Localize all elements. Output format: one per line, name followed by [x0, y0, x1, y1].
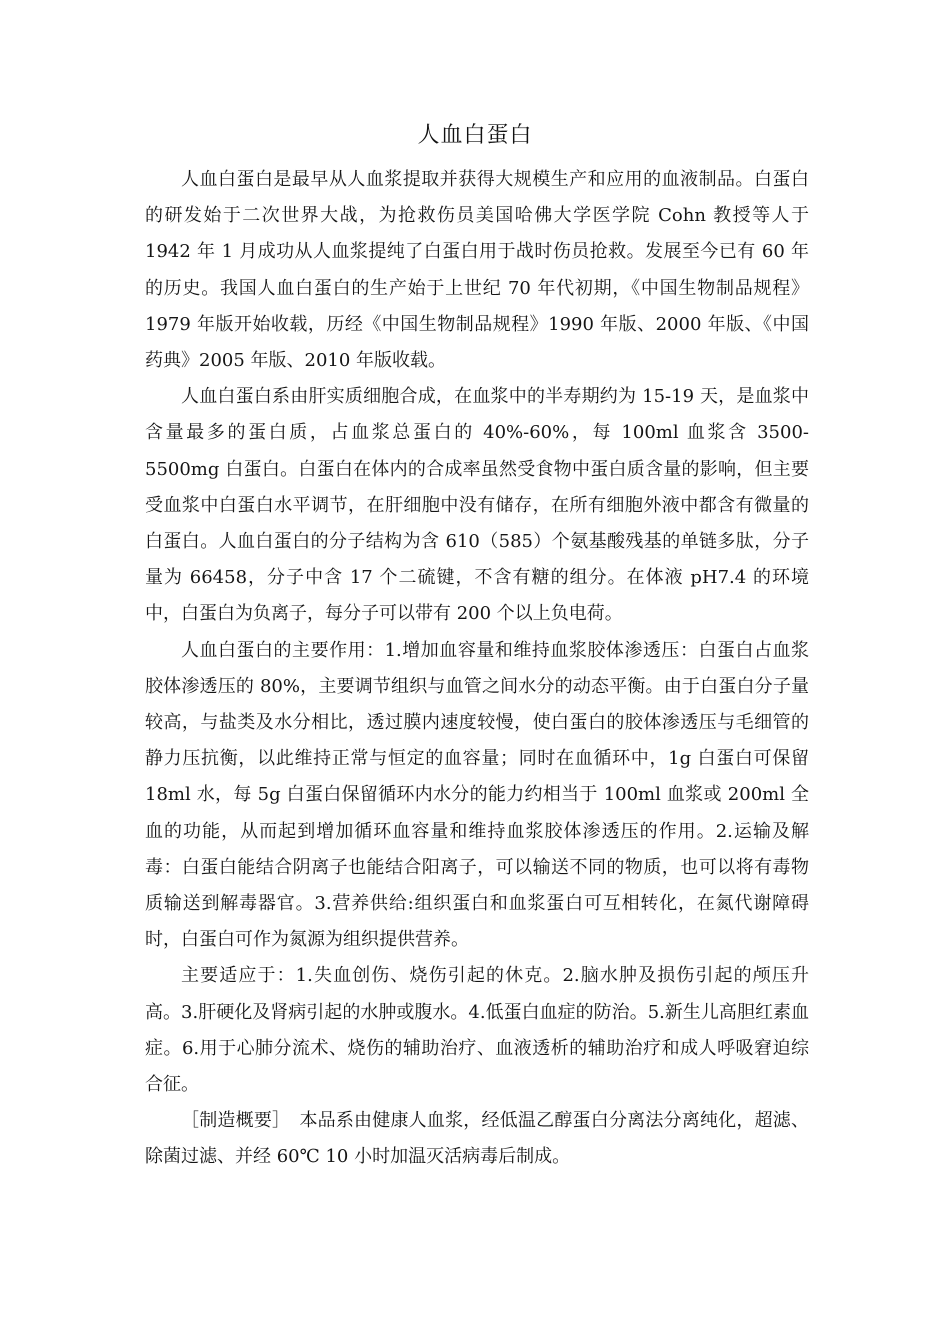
document-title: 人血白蛋白 — [417, 123, 533, 148]
paragraph-manufacturing: ［制造概要］ 本品系由健康人血浆，经低温乙醇蛋白分离法分离纯化，超滤、除菌过滤、并经 60℃ 10 小时加温灭活病毒后制成。 — [145, 1110, 809, 1168]
paragraph-properties: 人血白蛋白系由肝实质细胞合成，在血浆中的半寿期约为 15-19 天，是血浆中含量最多的蛋白质，占血浆总蛋白的 40%-60%，每 100ml 血浆含 3500-5500mg 白蛋白。白蛋白在体内的合成率虽然受食物中蛋白质含量的影响，但主要受血浆中白蛋白水平调节，在肝细胞中没有储存，在所有细胞外液中都含有微量的白蛋白。人血白蛋白的分子结构为含 610（585）个氨基酸残基的单链多肽，分子量为 66458，分子中含 17 个二硫键，不含有糖的组分。在体液 pH7.4 的环境中，白蛋白为负离子，每分子可以带有 200 个以上负电荷。 — [145, 386, 809, 625]
paragraph-indications: 主要适应于：1.失血创伤、烧伤引起的休克。2.脑水肿及损伤引起的颅压升高。3.肝硬化及肾病引起的水肿或腹水。4.低蛋白血症的防治。5.新生儿高胆红素血症。6.用于心肺分流术、烧伤的辅助治疗、血液透析的辅助治疗和成人呼吸窘迫综合征。 — [145, 965, 809, 1096]
document-body — [145, 162, 809, 1176]
paragraph-functions: 人血白蛋白的主要作用：1.增加血容量和维持血浆胶体渗透压：白蛋白占血浆胶体渗透压的 80%，主要调节组织与血管之间水分的动态平衡。由于白蛋白分子量较高，与盐类及水分相比，透过膜内速度较慢，使白蛋白的胶体渗透压与毛细管的静力压抗衡，以此维持正常与恒定的血容量；同时在血循环中，1g 白蛋白可保留 18ml 水，每 5g 白蛋白保留循环内水分的能力约相当于 100ml 血浆或 200ml 全血的功能，从而起到增加循环血容量和维持血浆胶体渗透压的作用。2.运输及解毒：白蛋白能结合阴离子也能结合阳离子，可以输送不同的物质，也可以将有毒物质输送到解毒器官。3.营养供给:组织蛋白和血浆蛋白可互相转化，在氮代谢障碍时，白蛋白可作为氮源为组织提供营养。 — [145, 639, 809, 951]
paragraph-history: 人血白蛋白是最早从人血浆提取并获得大规模生产和应用的血液制品。白蛋白的研发始于二次世界大战，为抢救伤员美国哈佛大学医学院 Cohn 教授等人于 1942 年 1 月成功从人血浆提纯了白蛋白用于战时伤员抢救。发展至今已有 60 年的历史。我国人血白蛋白的生产始于上世纪 70 年代初期，《中国生物制品规程》1979 年版开始收载，历经《中国生物制品规程》1990 年版、2000 年版、《中国药典》2005 年版、2010 年版收载。 — [145, 169, 809, 372]
